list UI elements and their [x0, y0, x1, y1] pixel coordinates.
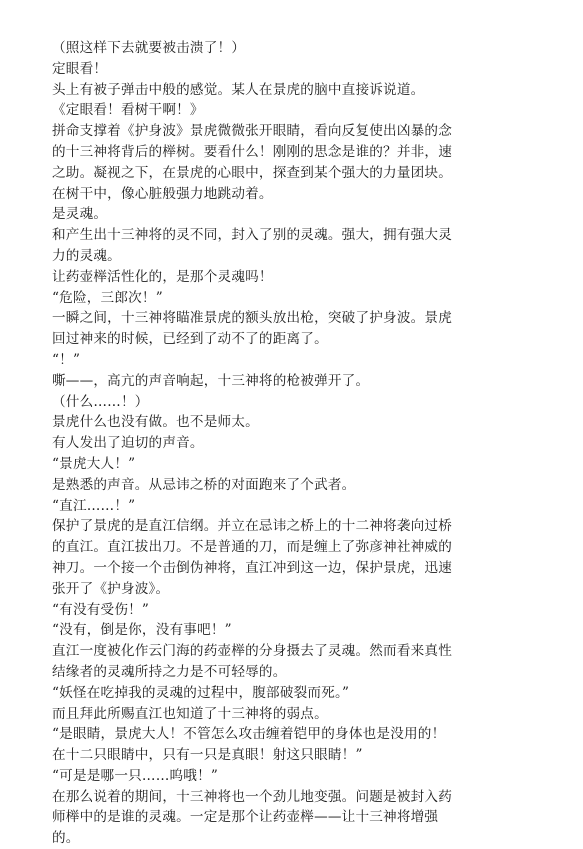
text-line: 力的灵魂。 [52, 247, 121, 264]
text-line: 拼命支撑着《护身波》景虎微微张开眼睛，看向反复使出凶暴的念 [52, 123, 453, 140]
text-line: 有人发出了迫切的声音。 [52, 435, 204, 452]
text-line: 神刀。一个接一个击倒伪神将，直江冲到这一边，保护景虎，迅速 [52, 559, 453, 576]
text-line: 保护了景虎的是直江信纲。并立在忌讳之桥上的十二神将袭向过桥 [52, 518, 453, 535]
text-line: 的十三神将背后的榉树。要看什么！刚刚的思念是谁的？并非，速 [52, 143, 453, 160]
text-line: （照这样下去就要被击溃了！） [52, 40, 246, 56]
text-line: 定眼看！ [52, 60, 108, 77]
text-line: 之助。凝视之下，在景虎的心眼中，探查到某个强大的力量团块。 [52, 164, 453, 181]
text-line: 《定眼看！看树干啊！》 [52, 102, 204, 119]
text-line: “直江……！” [52, 497, 136, 514]
text-line: “！” [52, 351, 81, 368]
text-line: 嘶——，高亢的声音响起，十三神将的枪被弹开了。 [52, 372, 370, 389]
text-line: （什么……！） [52, 393, 149, 410]
text-line: “是眼睛，景虎大人！不管怎么攻击缠着铠甲的身体也是没用的！ [52, 726, 446, 743]
text-line: 师榉中的是谁的灵魂。一定是那个让药壶榉——让十三神将增强 [52, 809, 439, 826]
text-line: 在树干中，像心脏般强力地跳动着。 [52, 185, 273, 202]
text-line: 而且拜此所赐直江也知道了十三神将的弱点。 [52, 705, 328, 722]
text-line: “可是是哪一只……呜哦！” [52, 767, 219, 784]
text-line: 头上有被子弹击中般的感觉。某人在景虎的脑中直接诉说道。 [52, 81, 425, 98]
text-line: 结缘者的灵魂所持之力是不可轻辱的。 [52, 663, 287, 680]
text-line: 在那么说着的期间，十三神将也一个劲儿地变强。问题是被封入药 [52, 788, 453, 805]
text-line: 在十二只眼睛中，只有一只是真眼！射这只眼睛！” [52, 747, 363, 764]
text-line: 让药壶榉活性化的，是那个灵魂吗！ [52, 268, 273, 285]
text-line: “有没有受伤！” [52, 601, 150, 618]
text-line: 张开了《护身波》。 [52, 580, 170, 597]
text-body [52, 38, 530, 849]
text-line: 和产生出十三神将的灵不同，封入了别的灵魂。强大，拥有强大灵 [52, 227, 453, 244]
text-line: “没有，倒是你，没有事吧！” [52, 622, 232, 639]
text-line: “妖怪在吃掉我的灵魂的过程中，腹部破裂而死。” [52, 684, 350, 701]
text-line: 的。 [52, 830, 80, 847]
text-line: 的直江。直江拔出刀。不是普通的刀，而是缠上了弥彦神社神威的 [52, 539, 453, 556]
text-line: 一瞬之间，十三神将瞄准景虎的额头放出枪，突破了护身波。景虎 [52, 310, 453, 327]
text-line: 是熟悉的声音。从忌讳之桥的对面跑来了个武者。 [52, 476, 356, 493]
text-line: 景虎什么也没有做。也不是师太。 [52, 414, 259, 431]
text-line: 直江一度被化作云门海的药壶榉的分身摄去了灵魂。然而看来真性 [52, 643, 453, 660]
text-line: “危险，三郎次！” [52, 289, 163, 306]
text-line: 是灵魂。 [52, 206, 108, 223]
text-line: “景虎大人！” [52, 455, 136, 472]
text-line: 回过神来的时候，已经到了动不了的距离了。 [52, 331, 328, 348]
